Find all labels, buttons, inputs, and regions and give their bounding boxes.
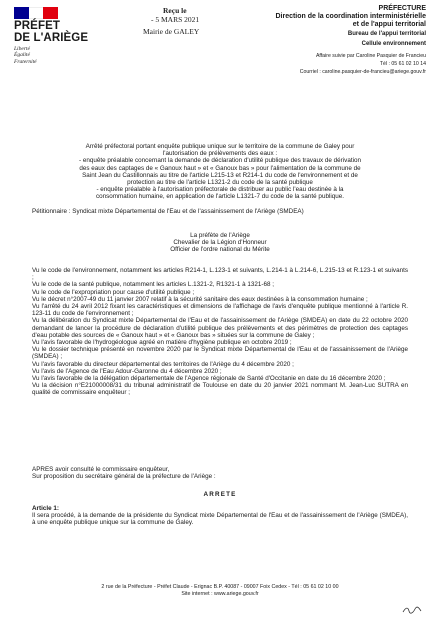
apres-line1: APRES avoir consulté le commissaire enquêteur, bbox=[32, 466, 170, 473]
direction-line1: Direction de la coordination interministérielle bbox=[275, 13, 426, 20]
vu-item: Vu le code de l'environnement, notamment les articles R214-1, L.123-1 et suivants, L.214-1 à L.214-6, L.215-13 et R.123-1 et suivants ; bbox=[32, 267, 408, 282]
vu-item: Vu le code de l'expropriation pour cause d'utilité publique ; bbox=[32, 288, 195, 296]
vu-item: Vu l'arrêté du 24 avril 2012 fixant les caractéristiques et dimensions de l'affichage de l'avis d'enquête publique mentionné à l'article R. 123-11 du code de l'environnement ; bbox=[32, 303, 408, 318]
apres-line2: Sur proposition du secrétaire général de la préfecture de l'Ariège : bbox=[32, 473, 216, 481]
republic-flag-logo bbox=[14, 7, 58, 19]
vu-item: Vu l'avis de l'Agence de l'Eau Adour-Garonne du 4 décembre 2020 ; bbox=[32, 367, 222, 375]
petitionnaire: Pétitionnaire : Syndicat mixte Départemental de l'Eau et de l'assainissement de l'Ariège (SMDEA) bbox=[32, 208, 304, 215]
title-line: Arrêté préfectoral portant enquête publique unique sur le territoire de la commune de Galey pour bbox=[85, 143, 355, 150]
prefete-block bbox=[32, 232, 408, 254]
arrete-title bbox=[32, 143, 408, 201]
title-line: protection au titre de l'article L1321-2 du code de la santé publique bbox=[127, 179, 313, 187]
article-1-text: Il sera procédé, à la demande de la présidente du Syndicat mixte Départemental de l'Eau et de l'assainissement de l'Ariège (SMDEA), à une enquête publique unique sur la commune de Galey. bbox=[32, 512, 408, 527]
phone-number: Tél : 05 61 02 10 14 bbox=[379, 60, 426, 67]
page-footer bbox=[0, 584, 440, 598]
prefet-line1: PRÉFET bbox=[14, 20, 60, 32]
footer-address: 2 rue de la Préfecture - Préfet Claude - Erignac B.P. 40087 - 09007 Foix Cedex - Tél : 05 61 02 10 00 bbox=[101, 584, 339, 590]
affaire-suivie: Affaire suivie par Caroline Pasquier de Francieu bbox=[315, 52, 426, 59]
prefete-line2: Chevalier de la Légion d'Honneur bbox=[173, 239, 267, 247]
arrete-heading: ARRETE bbox=[203, 491, 237, 498]
prefete-line3: Officier de l'ordre national du Mérite bbox=[170, 246, 270, 254]
stamp-received: Reçu le bbox=[163, 6, 187, 15]
title-line: - enquête préalable concernant la demande de déclaration d'utilité publique des travaux de dérivation bbox=[79, 157, 361, 165]
flag-white-band bbox=[29, 7, 44, 19]
footer-website[interactable]: Site internet : www.ariege.gouv.fr bbox=[181, 591, 259, 597]
title-line: des eaux des captages de « Ganoux haut » et « Ganoux bas » pour l'alimentation de la commune de bbox=[79, 164, 361, 172]
vu-item: Vu le code de la santé publique, notamment les articles L.1321-2, R1321-1 à 1321-68 ; bbox=[32, 281, 275, 289]
prefecture-label: PRÉFECTURE bbox=[378, 5, 426, 12]
stamp-date: - 5 MARS 2021 bbox=[151, 15, 200, 24]
bureau-label: Bureau de l'appui territorial bbox=[347, 30, 426, 37]
prefet-line2: DE L'ARIÈGE bbox=[14, 32, 89, 44]
title-line: consommation humaine, en application de l'article L1321-7 du code de la santé publique. bbox=[96, 193, 344, 201]
prefet-title bbox=[14, 20, 88, 44]
vu-item: Vu l'avis favorable du directeur départemental des territoires de l'Ariège du 4 décembre 2020 ; bbox=[32, 360, 294, 368]
motto-egalite: Égalité bbox=[14, 52, 30, 59]
apres-block bbox=[32, 466, 408, 480]
stamp-mairie: Mairie de GALEY bbox=[143, 27, 200, 36]
prefete-line1: La préfète de l'Ariège bbox=[190, 232, 250, 239]
vu-list bbox=[32, 267, 408, 397]
flag-blue-band bbox=[14, 7, 29, 19]
title-line: l'autorisation de prélèvements des eaux : bbox=[162, 150, 278, 158]
vu-item: Vu l'avis favorable de l'hydrogéologue agréé en matière d'hygiène publique en octobre 2019 ; bbox=[32, 339, 292, 347]
article-1 bbox=[32, 505, 408, 527]
flag-red-band bbox=[43, 7, 58, 19]
initials-signature-mark bbox=[402, 606, 422, 614]
vu-item: Vu le dossier technique présenté en novembre 2020 par le Syndicat mixte Départemental de l'Eau et de l'assainissement de l'Ariège (SMDEA) ; bbox=[32, 346, 408, 361]
motto-liberte: Liberté bbox=[14, 46, 30, 52]
reception-stamp bbox=[131, 6, 199, 36]
republic-motto bbox=[14, 46, 37, 65]
article-1-label: Article 1: bbox=[32, 505, 59, 512]
direction-line2: et de l'appui territorial bbox=[352, 21, 426, 29]
vu-item: Vu le décret n°2007-49 du 11 janvier 2007 relatif à la sécurité sanitaire des eaux destinées à la consommation humaine ; bbox=[32, 295, 368, 303]
cellule-label: Cellule environnement bbox=[361, 40, 426, 47]
title-line: - enquête préalable à l'autorisation préfectorale de distribuer au public l'eau destinée à la bbox=[96, 186, 344, 194]
vu-item: Vu la délibération du Syndicat mixte Départemental de l'Eau et de l'assainissement de l'Ariège (SMDEA) en date du 22 octobre 2020 demandant de lancer la procédure de déclaration d'utilité publique des prélèvements et des périmètres de protection des captages d'eau potable des sources de « Ganoux haut » et « Ganoux bas » situées sur la commune de Galey ; bbox=[32, 317, 408, 339]
motto-fraternite: Fraternité bbox=[14, 58, 37, 65]
header-contact-block bbox=[275, 5, 426, 76]
email-contact: Courriel : caroline.pasquier-de-francieu@ariege.gouv.fr bbox=[299, 68, 426, 75]
vu-item: Vu la décision n°E21000008/31 du tribunal administratif de Toulouse en date du 20 janvier 2021 nommant M. Jean-Luc SUTRA en qualité de commissaire enquêteur ; bbox=[32, 382, 408, 397]
vu-item: Vu l'avis favorable de la délégation départementale de l'Agence régionale de Santé d'Occitanie en date du 16 décembre 2020 ; bbox=[32, 375, 386, 383]
title-line: Saint Jean du Castillonnais au titre de l'article L215-13 et R214-1 du code de l'environnement et de bbox=[82, 171, 358, 179]
